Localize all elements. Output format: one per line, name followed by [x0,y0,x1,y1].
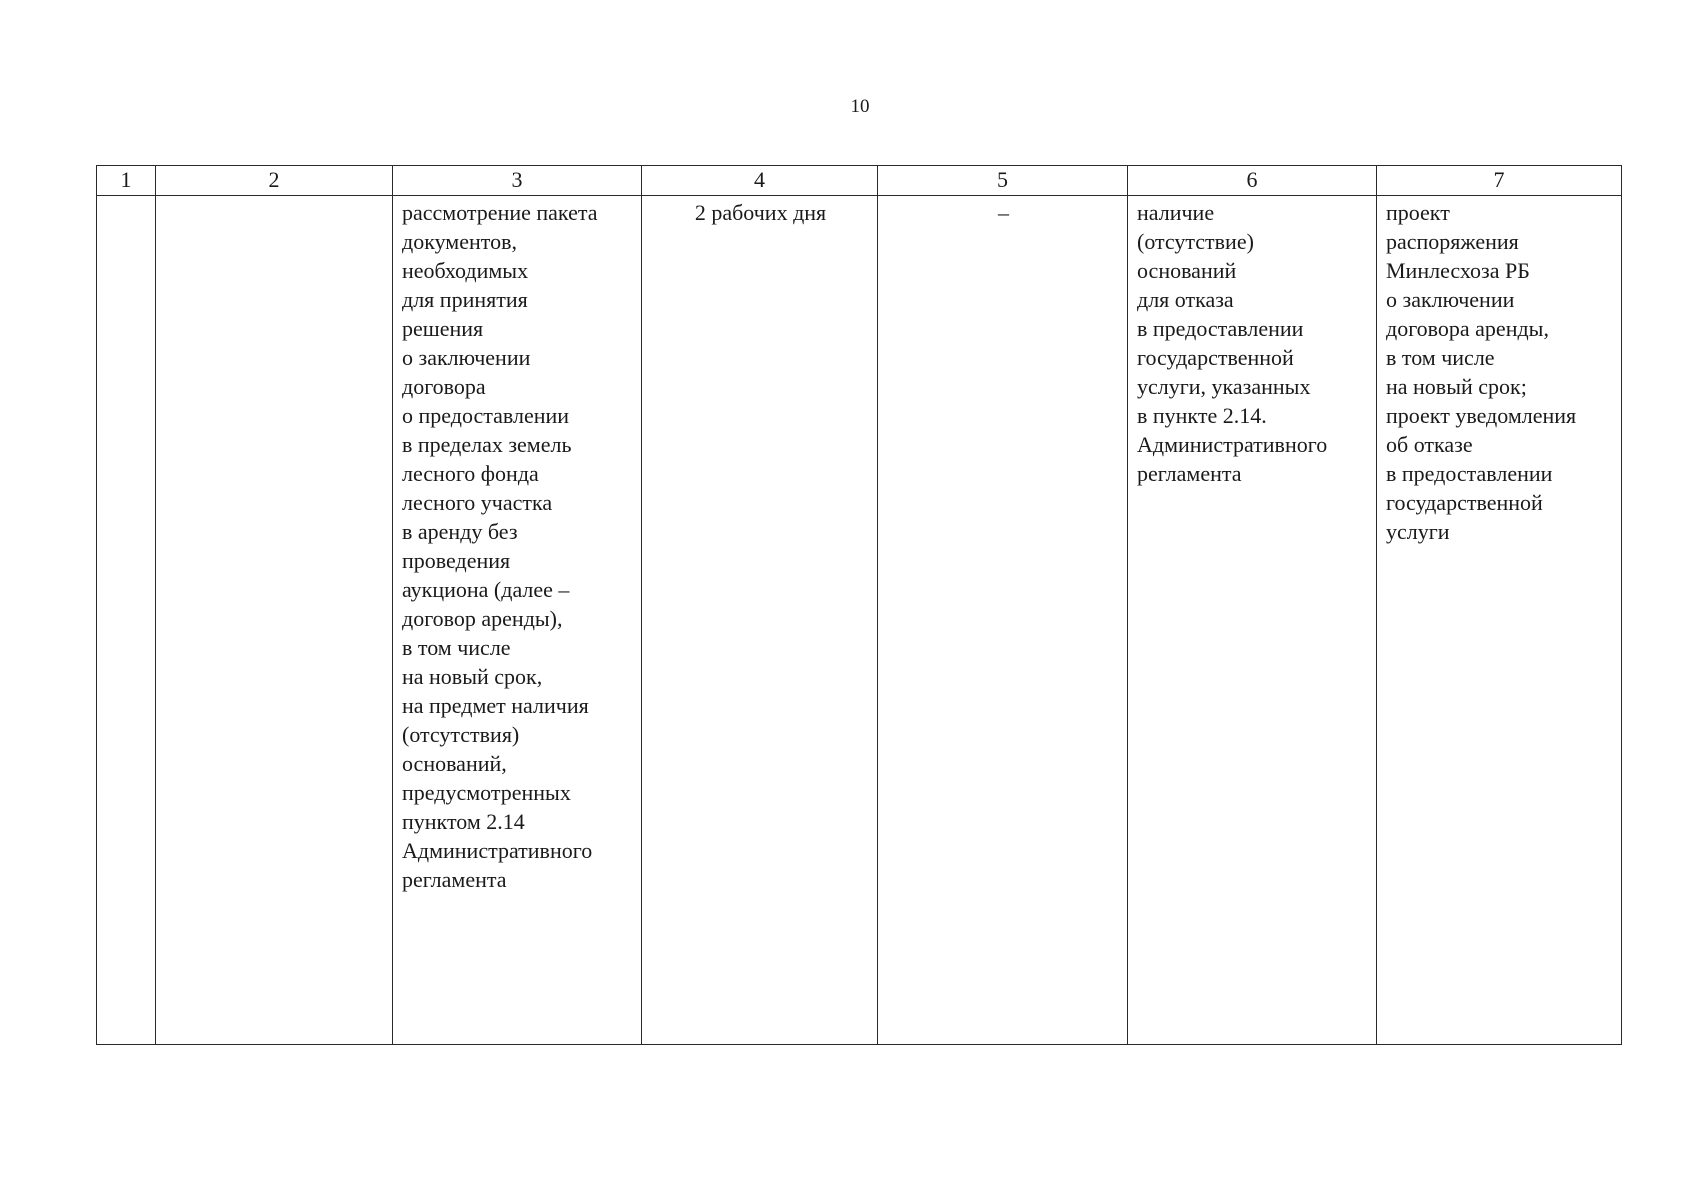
row-cell-1 [97,196,156,1045]
row-cell-7-result [1377,196,1622,1045]
cell-text-line: в пределах земель [402,432,572,457]
header-cell-4: 4 [642,166,878,196]
cell-text-line: распоряжения [1386,229,1519,254]
cell-text-line: пунктом 2.14 [402,809,525,834]
cell-text-line: на новый срок, [402,664,543,689]
cell-text-line: аукциона (далее – [402,577,570,602]
cell-text-line: на новый срок; [1386,374,1527,399]
header-cell-7: 7 [1377,166,1622,196]
row-cell-6-criteria [1128,196,1377,1045]
cell-text-line: государственной [1137,345,1294,370]
row-cell-4-duration: 2 рабочих дня [642,196,878,1045]
header-cell-2: 2 [156,166,393,196]
procedure-table [96,165,1622,1045]
cell-text-line: (отсутствия) [402,722,520,747]
cell-text-line: оснований, [402,751,507,776]
header-cell-3: 3 [393,166,642,196]
cell-text-line: лесного фонда [402,461,539,486]
cell-text-line: в аренду без [402,519,518,544]
cell-text-line: решения [402,316,484,341]
cell-text-line: в том числе [1386,345,1495,370]
header-row [97,166,1622,196]
cell-text-line: договора [402,374,486,399]
page-number: 10 [850,96,870,117]
cell-text-line: в предоставлении [1386,461,1553,486]
cell-text-line: лесного участка [402,490,553,515]
cell-text-line: в пункте 2.14. [1137,403,1267,428]
cell-text-line: регламента [402,867,507,892]
cell-text-line: на предмет наличия [402,693,589,718]
cell-text-line: договора аренды, [1386,316,1549,341]
header-cell-6: 6 [1128,166,1377,196]
cell-text-line: в предоставлении [1137,316,1304,341]
cell-text-line: предусмотренных [402,780,571,805]
cell-text-line: проект уведомления [1386,403,1577,428]
cell-text-line: услуги, указанных [1137,374,1311,399]
row-cell-3-procedure [393,196,642,1045]
cell-text-line: Административного [402,838,593,863]
cell-text-line: Административного [1137,432,1328,457]
cell-text-line: о заключении [1386,287,1515,312]
cell-text-line: проведения [402,548,511,573]
cell-text-line: договор аренды), [402,606,563,631]
cell-text-line: о предоставлении [402,403,570,428]
cell-text-line: оснований [1137,258,1237,283]
cell-text-line: в том числе [402,635,511,660]
cell-text-line: для отказа [1137,287,1234,312]
cell-text-line: государственной [1386,490,1543,515]
cell-text-line: документов, [402,229,517,254]
cell-text-line: об отказе [1386,432,1473,457]
cell-text-line: регламента [1137,461,1242,486]
cell-text-line: необходимых [402,258,529,283]
cell-text-line: для принятия [402,287,528,312]
cell-text-line: рассмотрение пакета [402,200,598,225]
cell-text-line: Минлесхоза РБ [1386,258,1530,283]
cell-text-line: (отсутствие) [1137,229,1254,254]
cell-text-line: проект [1386,200,1450,225]
table-row [97,196,1622,1045]
row-cell-2 [156,196,393,1045]
cell-text-line: наличие [1137,200,1215,225]
cell-text-line: услуги [1386,519,1450,544]
header-cell-1: 1 [97,166,156,196]
row-cell-5-dash: – [878,196,1128,1045]
header-cell-5: 5 [878,166,1128,196]
cell-text-line: о заключении [402,345,531,370]
